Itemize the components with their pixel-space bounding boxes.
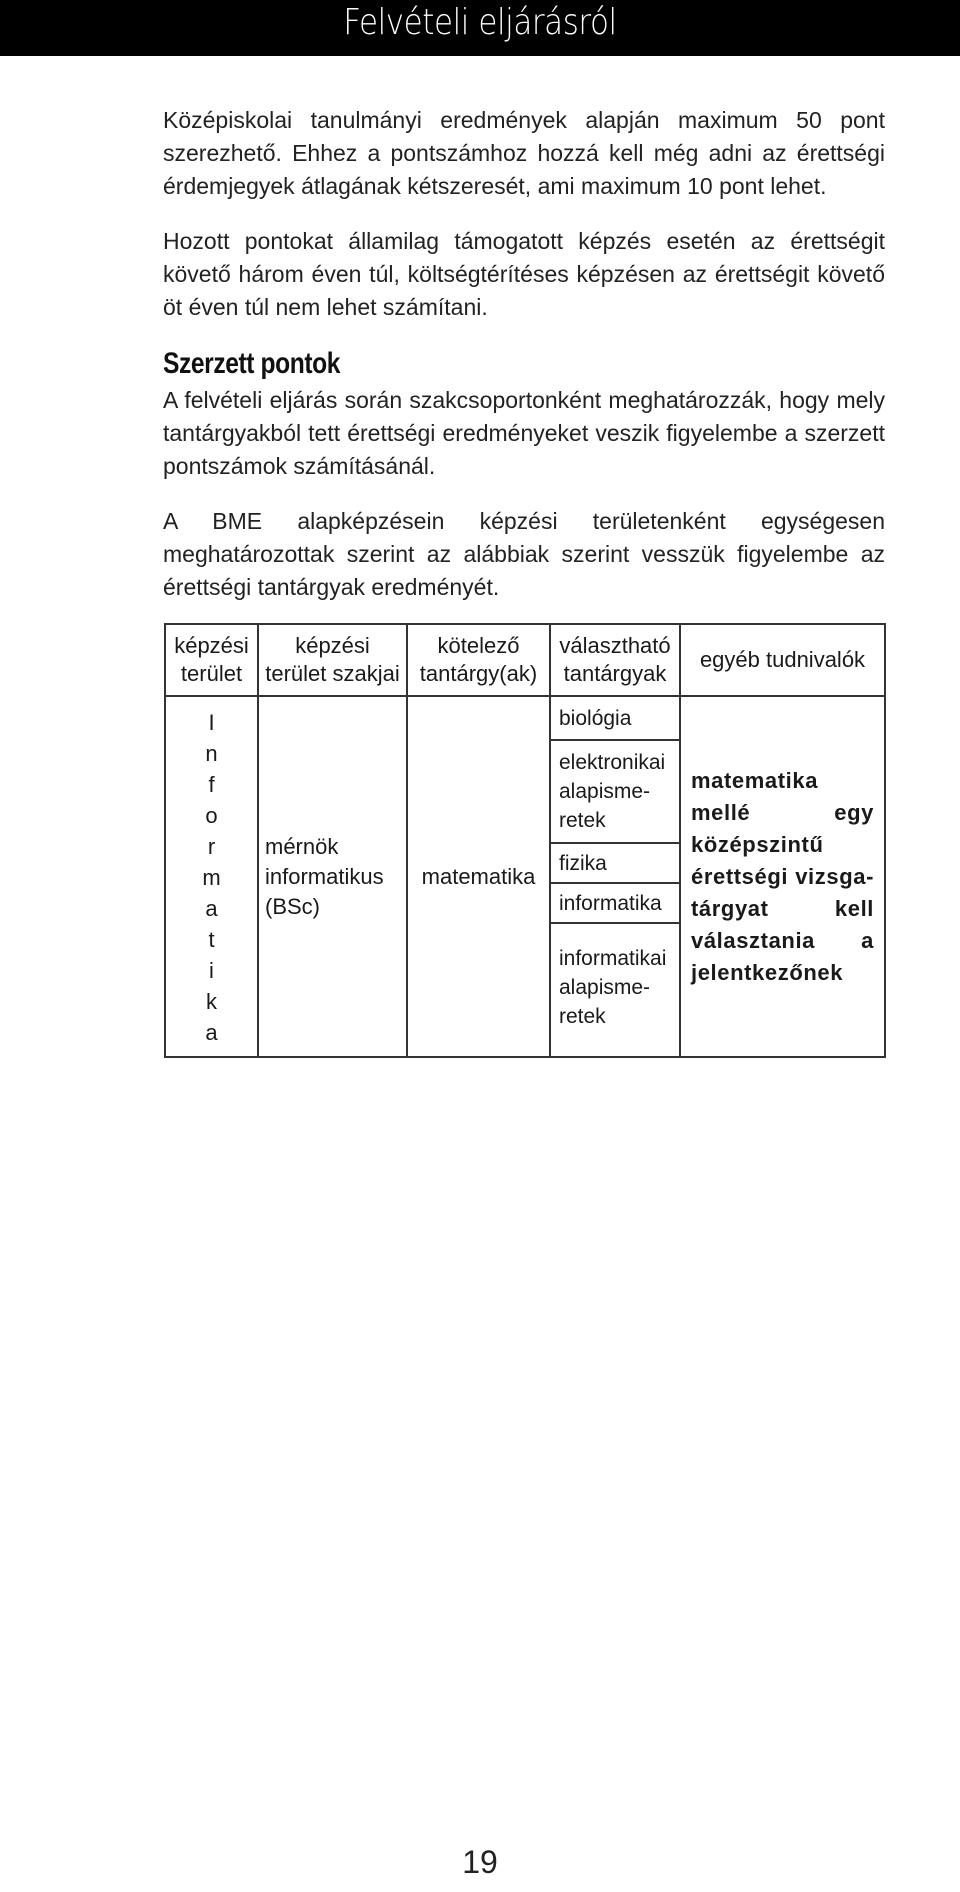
area-letter: a bbox=[205, 896, 218, 921]
area-letter: i bbox=[209, 958, 214, 983]
page-header-title: Felvételi eljárásról bbox=[343, 2, 617, 43]
header-notes: egyéb tudnivalók bbox=[680, 624, 885, 696]
section-paragraph-2: A BME alapképzésein képzési területenként egységesen meghatározottak szerint az alábbiak szerint vesszük figyelembe az érettségi tantárgyak eredményét. bbox=[163, 508, 885, 600]
area-letter: r bbox=[207, 834, 216, 859]
mandatory-cell: matematika bbox=[407, 696, 550, 1057]
section-paragraph-1: A felvételi eljárás során szakcsoportonként meghatározzák, hogy mely tantárgyakból tett érettségi eredményeket veszik figyelembe a szerzett pontszámok számításánál. bbox=[163, 387, 885, 479]
intro-paragraph-2: Hozott pontokat államilag támogatott képzés esetén az érettségit követő három éven túl, költségtérítéses képzésen az érettségit követő öt éven túl nem lehet számítani. bbox=[163, 228, 885, 320]
area-letter: f bbox=[208, 772, 215, 797]
area-letter: o bbox=[205, 803, 218, 828]
area-letter: a bbox=[205, 1020, 218, 1045]
area-letter: I bbox=[208, 710, 215, 735]
area-letter: n bbox=[205, 741, 218, 766]
optional-subject: informatika bbox=[550, 883, 680, 923]
header-specializations: képzési terület szakjai bbox=[258, 624, 407, 696]
page-number: 19 bbox=[462, 1844, 498, 1880]
header-mandatory: kötelező tantárgy(ak) bbox=[407, 624, 550, 696]
table-row bbox=[165, 696, 885, 740]
main-content bbox=[163, 104, 885, 626]
optional-subject: elektronikai alapisme-retek bbox=[550, 740, 680, 843]
notes-cell: matematika mellé egy középszintű érettségi vizsga-tárgyat kell választania a jelentkezőnek bbox=[680, 696, 885, 1057]
area-cell bbox=[165, 696, 258, 1057]
header-optional: választható tantárgyak bbox=[550, 624, 680, 696]
optional-subject: fizika bbox=[550, 843, 680, 883]
table-header-row bbox=[165, 624, 885, 696]
intro-paragraph-1: Középiskolai tanulmányi eredmények alapján maximum 50 pont szerezhető. Ehhez a pontszámhoz hozzá kell még adni az érettségi érdemjegyek átlagának kétszeresét, ami maximum 10 pont lehet. bbox=[163, 107, 885, 199]
area-letter: m bbox=[202, 865, 221, 890]
page-header bbox=[0, 0, 960, 56]
specialization-cell: mérnök informatikus (BSc) bbox=[258, 696, 407, 1057]
optional-subject: biológia bbox=[550, 696, 680, 740]
section-heading: Szerzett pontok bbox=[163, 347, 341, 380]
optional-subject: informatikai alapisme-retek bbox=[550, 923, 680, 1057]
area-letter: k bbox=[206, 989, 217, 1014]
header-area: képzési terület bbox=[165, 624, 258, 696]
subjects-table bbox=[164, 623, 886, 1058]
area-letter: t bbox=[208, 927, 215, 952]
